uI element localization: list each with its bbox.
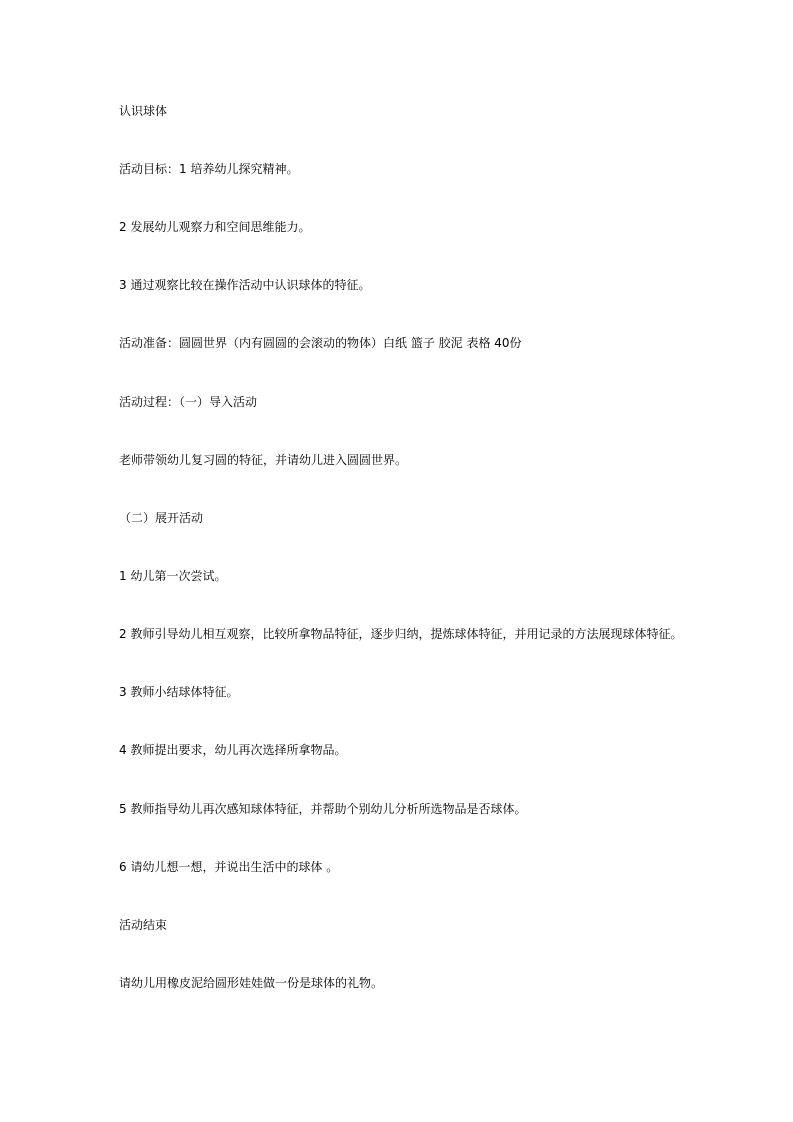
expand-heading: （二）展开活动 [119,511,204,525]
activity-goal-1: 活动目标：1 培养幼儿探究精神。 [119,162,299,176]
step-4: 4 教师提出要求，幼儿再次选择所拿物品。 [119,743,347,757]
end-heading: 活动结束 [119,918,168,932]
step-3: 3 教师小结球体特征。 [119,685,239,699]
activity-goal-3: 3 通过观察比较在操作活动中认识球体的特征。 [119,278,371,292]
document-title: 认识球体 [119,104,168,118]
step-1: 1 幼儿第一次尝试。 [119,569,227,583]
activity-preparation: 活动准备：圆圆世界（内有圆圆的会滚动的物体）白纸 篮子 胶泥 表格 40份 [119,336,522,350]
step-6: 6 请幼儿想一想，并说出生活中的球体 。 [119,860,339,874]
step-5: 5 教师指导幼儿再次感知球体特征，并帮助个别幼儿分析所选物品是否球体。 [119,802,527,816]
end-paragraph: 请幼儿用橡皮泥给圆形娃娃做一份是球体的礼物。 [119,976,384,990]
intro-paragraph: 老师带领幼儿复习圆的特征，并请幼儿进入圆圆世界。 [119,453,408,467]
step-2: 2 教师引导幼儿相互观察，比较所拿物品特征，逐步归纳，提炼球体特征，并用记录的方法展现球体特征。 [119,627,683,641]
activity-goal-2: 2 发展幼儿观察力和空间思维能力。 [119,220,311,234]
process-heading: 活动过程：（一）导入活动 [119,395,258,409]
